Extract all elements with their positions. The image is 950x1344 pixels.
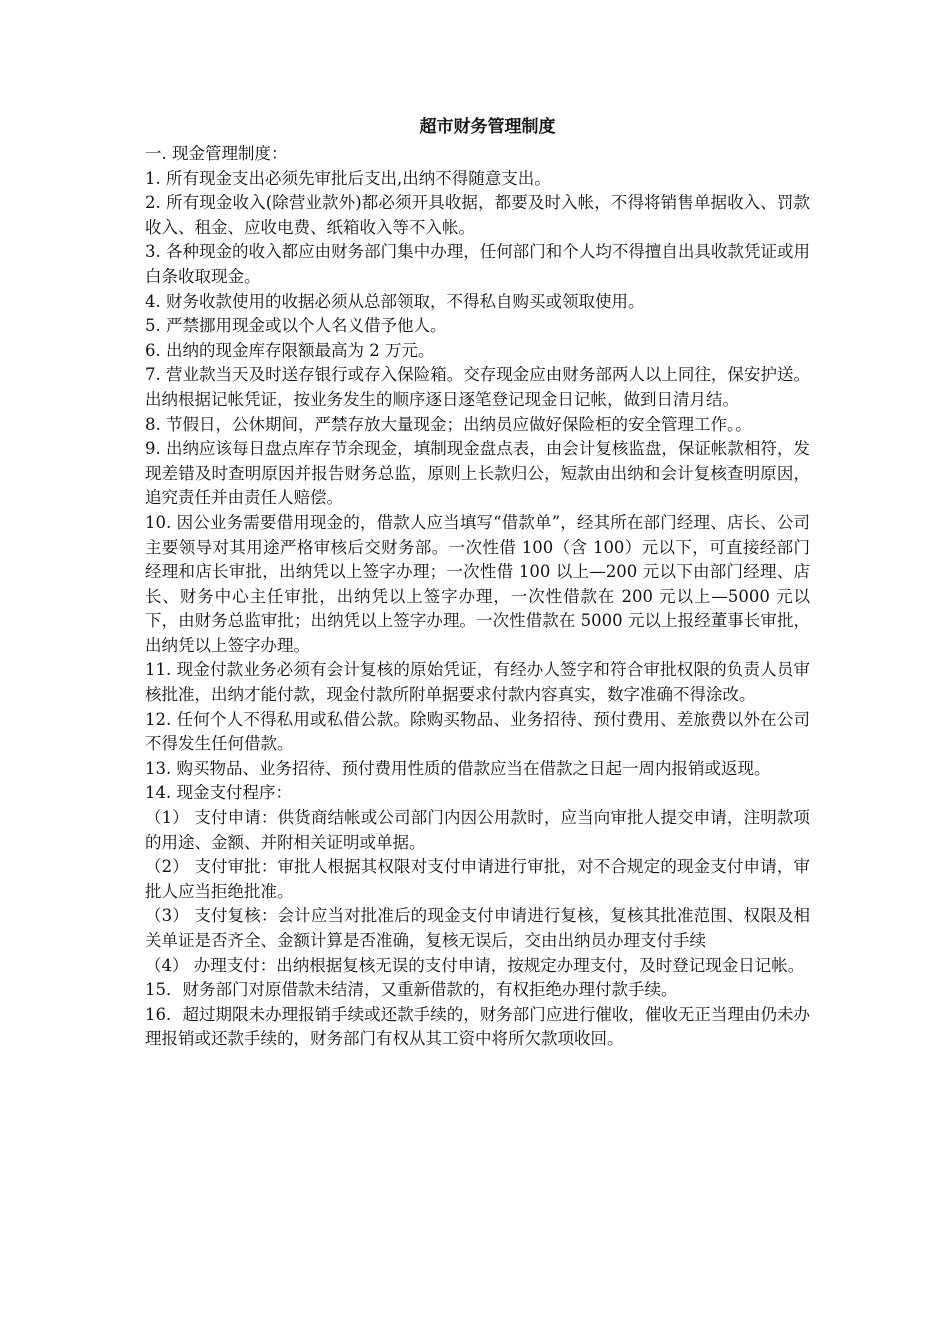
- sub-item-3: （3） 支付复核：会计应当对批准后的现金支付申请进行复核，复核其批准范围、权限及相关单证是否齐全、金额计算是否准确，复核无误后，交由出纳员办理支付手续: [145, 906, 810, 950]
- sub-item-2: （2） 支付审批：审批人根据其权限对支付申请进行审批，对不合规定的现金支付申请，审批人应当拒绝批准。: [145, 857, 810, 901]
- paragraph-11: 11. 现金付款业务必须有会计复核的原始凭证，有经办人签字和符合审批权限的负责人员审核批准，出纳才能付款，现金付款所附单据要求付款内容真实，数字准确不得涂改。: [145, 660, 810, 705]
- paragraph-15: 15．财务部门对原借款未结清，又重新借款的，有权拒绝办理付款手续。: [145, 980, 678, 1000]
- paragraph-13: 13. 购买物品、业务招待、预付费用性质的借款应当在借款之日起一周内报销或返现。: [145, 758, 771, 778]
- document-page: [145, 112, 810, 1052]
- paragraph-10: 10. 因公业务需要借用现金的，借款人应当填写“借款单”，经其所在部门经理、店长、公司主要领导对其用途严格审核后交财务部。一次性借 100（含 100）元以下，可直接经部门经理和店长审批，出纳凭以上签字办理；一次性借 100 以上—200 元以下由部门经理、店长、财务中心主任审批，出纳凭以上签字办理，一次性借款在 200 元以上—5000 元以下，由财务总监审批；出纳凭以上签字办理。一次性借款在 5000 元以上报经董事长审批，出纳凭以上签字办理。: [145, 512, 810, 655]
- paragraph-2: 2. 所有现金收入(除营业款外)都必须开具收据，都要及时入帐，不得将销售单据收入、罚款收入、租金、应收电费、纸箱收入等不入帐。: [145, 193, 810, 237]
- sub-item-1: （1） 支付申请：供货商结帐或公司部门内因公用款时，应当向审批人提交申请，注明款项的用途、金额、并附相关证明或单据。: [145, 808, 810, 852]
- paragraph-3: 3. 各种现金的收入都应由财务部门集中办理，任何部门和个人均不得擅自出具收款凭证或用白条收取现金。: [145, 242, 810, 286]
- paragraph-16: 16．超过期限未办理报销手续或还款手续的，财务部门应进行催收，催收无正当理由仍未办理报销或还款手续的，财务部门有权从其工资中将所欠款项收回。: [145, 1004, 810, 1049]
- paragraph-6: 6. 出纳的现金库存限额最高为 2 万元。: [145, 340, 435, 360]
- sub-item-4: （4） 办理支付：出纳根据复核无误的支付申请，按规定办理支付，及时登记现金日记帐。: [145, 955, 805, 975]
- paragraph-5: 5. 严禁挪用现金或以个人名义借予他人。: [145, 316, 447, 336]
- document-title: 超市财务管理制度: [419, 117, 556, 137]
- paragraph-7: 7. 营业款当天及时送存银行或存入保险箱。交存现金应由财务部两人以上同往，保安护送。出纳根据记帐凭证，按业务发生的顺序逐日逐笔登记现金日记帐，做到日清月结。: [145, 365, 810, 409]
- paragraph-12: 12. 任何个人不得私用或私借公款。除购买物品、业务招待、预付费用、差旅费以外在公司不得发生任何借款。: [145, 709, 810, 754]
- paragraph-9: 9. 出纳应该每日盘点库存节余现金，填制现金盘点表，由会计复核监盘，保证帐款相符，发现差错及时查明原因并报告财务总监，原则上长款归公，短款由出纳和会计复核查明原因，追究责任并由责任人赔偿。: [145, 439, 810, 508]
- paragraph-1: 1. 所有现金支出必须先审批后支出,出纳不得随意支出。: [145, 168, 551, 188]
- paragraph-14: 14. 现金支付程序：: [145, 783, 292, 803]
- paragraph-4: 4. 财务收款使用的收据必须从总部领取，不得私自购买或领取使用。: [145, 291, 645, 311]
- paragraph-8: 8. 节假日，公休期间，严禁存放大量现金；出纳员应做好保险柜的安全管理工作。。: [145, 414, 752, 434]
- section-heading: 一. 现金管理制度：: [145, 144, 288, 163]
